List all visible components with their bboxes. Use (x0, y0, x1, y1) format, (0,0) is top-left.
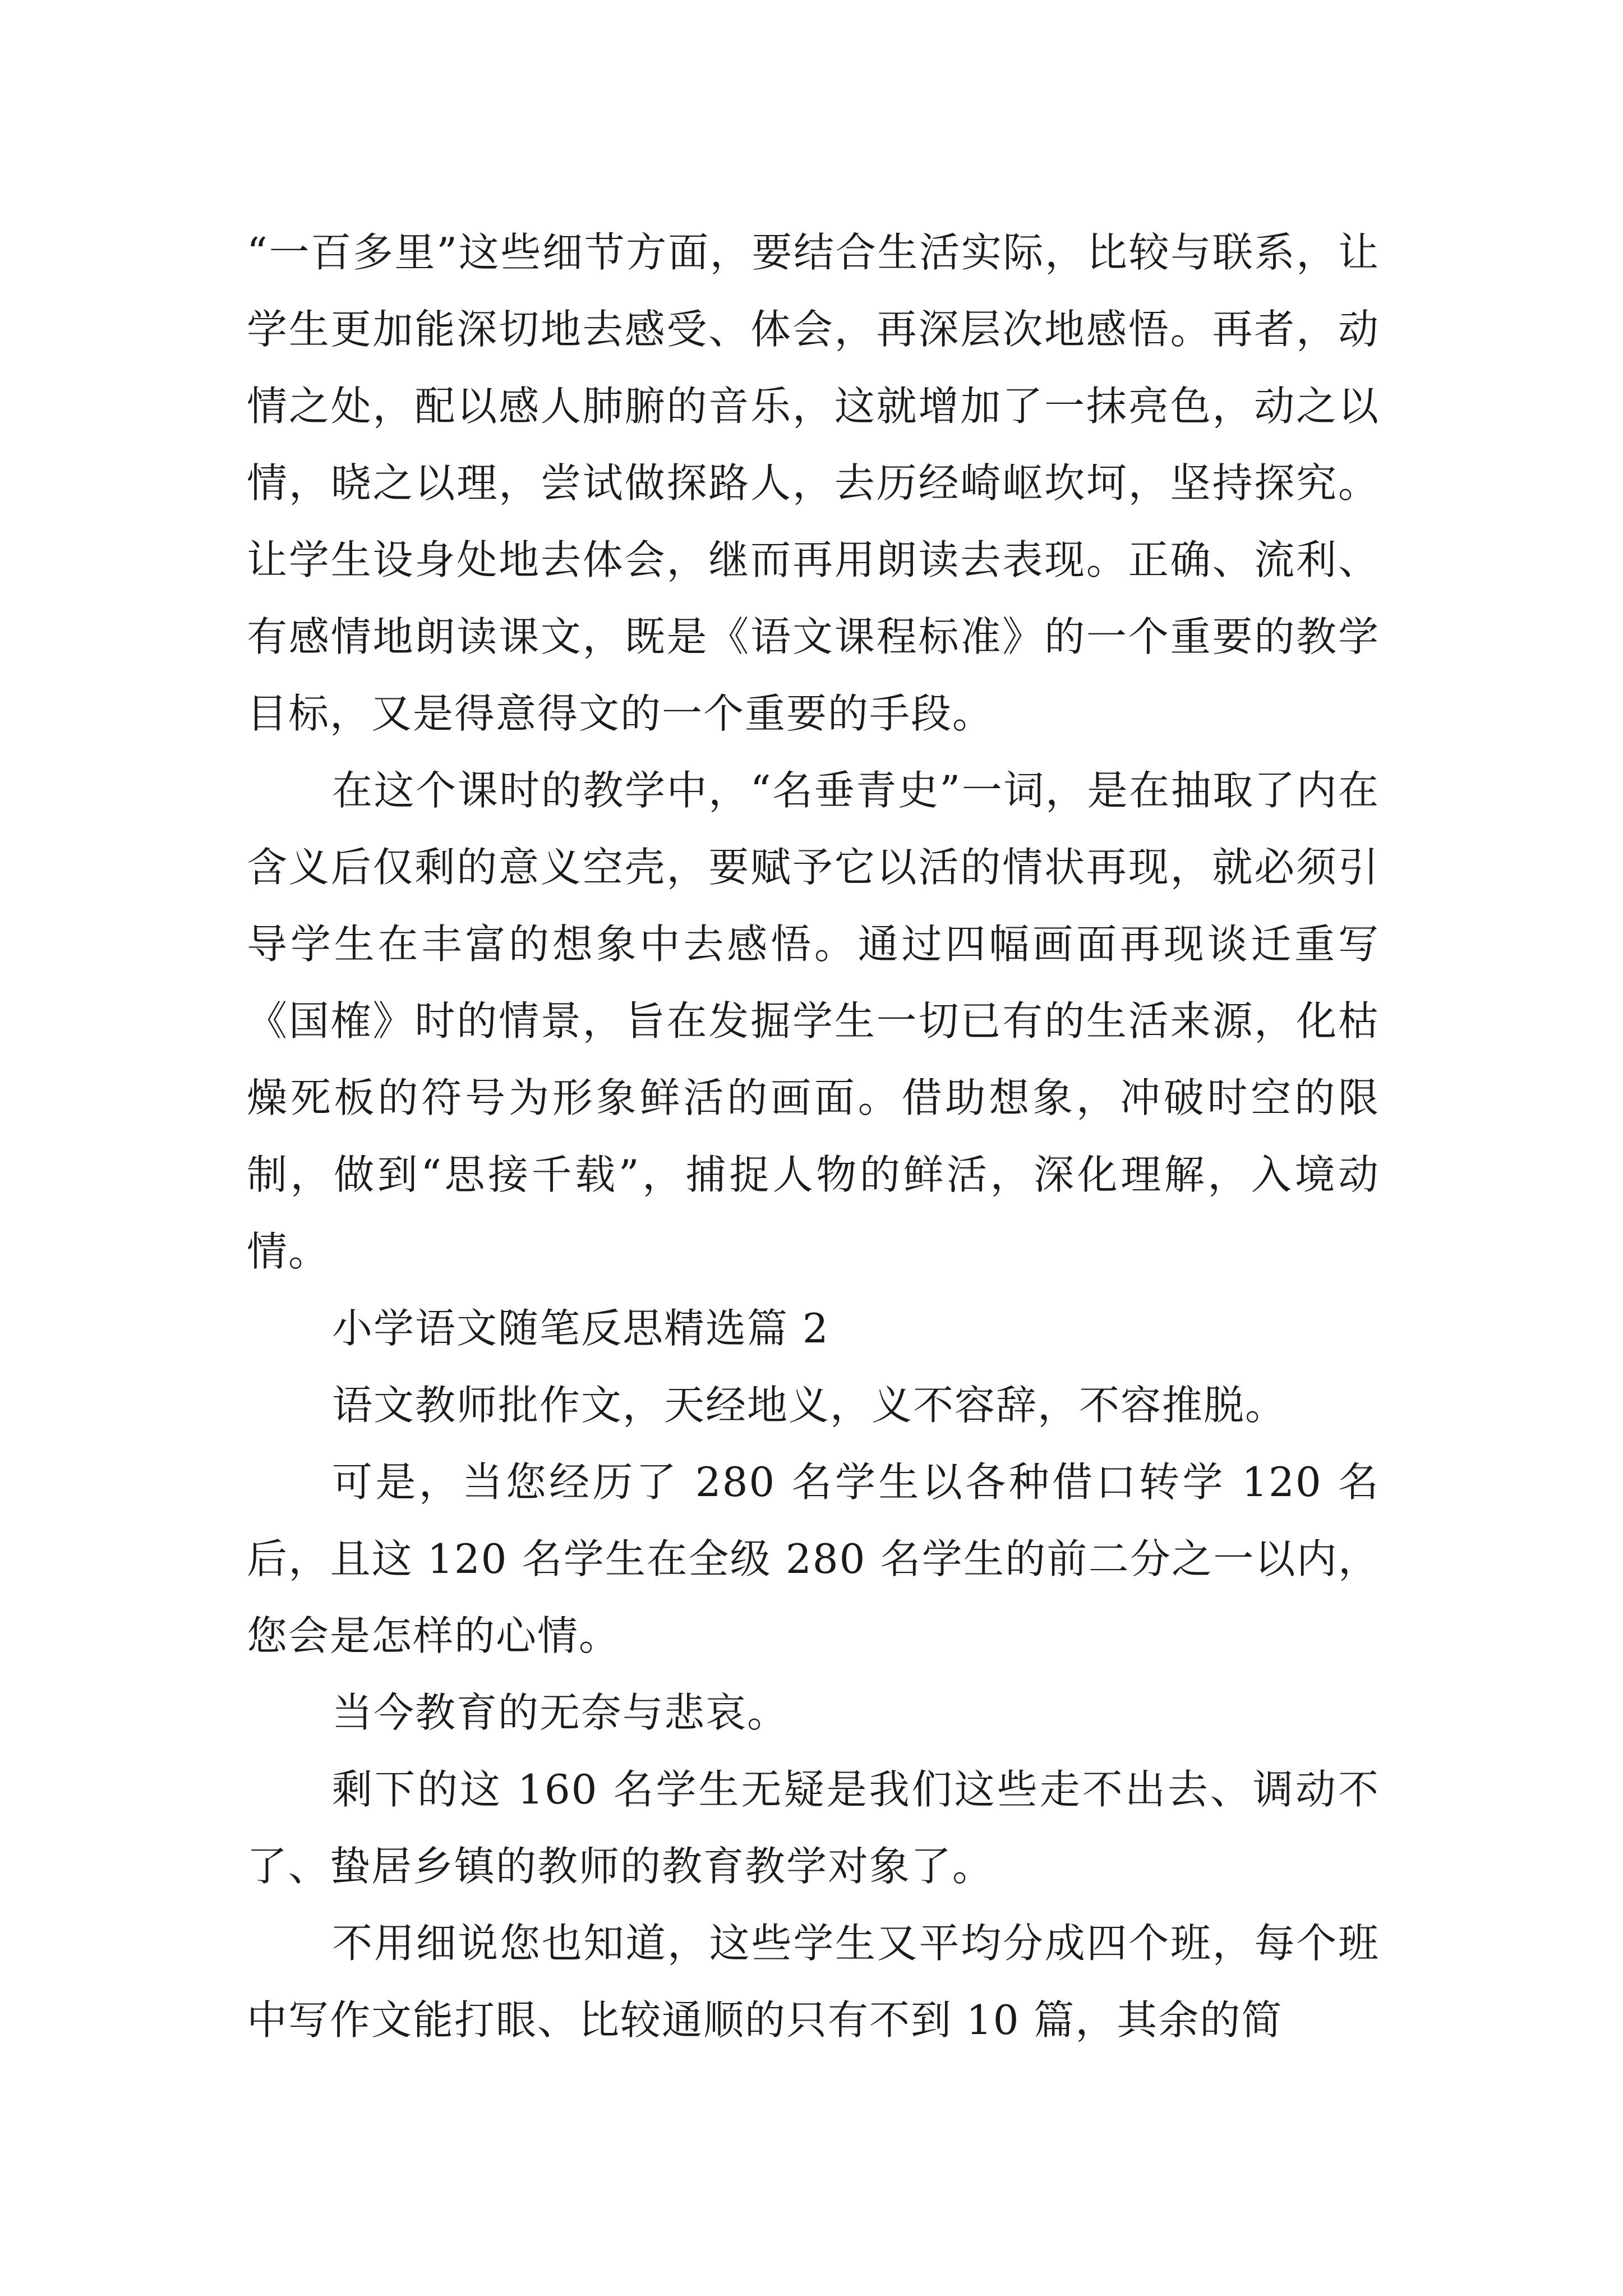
paragraph-4: 可是，当您经历了 280 名学生以各种借口转学 120 名后，且这 120 名学生在全级 280 名学生的前二分之一以内，您会是怎样的心情。 (247, 1458, 1380, 1659)
paragraph-7: 不用细说您也知道，这些学生又平均分成四个班，每个班中写作文能打眼、比较通顺的只有不到 10 篇，其余的简 (247, 1920, 1380, 2044)
section-heading: 小学语文随笔反思精选篇 2 (332, 1305, 829, 1352)
paragraph-2: 在这个课时的教学中，“名垂青史”一词，是在抽取了内在含义后仅剩的意义空壳，要赋予它以活的情状再现，就必须引导学生在丰富的想象中去感悟。通过四幅画面再现谈迁重写《国榷》时的情景，旨在发掘学生一切已有的生活来源，化枯燥死板的符号为形象鲜活的画面。借助想象，冲破时空的限制，做到“思接千载”，捕捉人物的鲜活，深化理解，入境动情。 (247, 767, 1380, 1275)
document-body (247, 214, 1380, 2059)
paragraph-6: 剩下的这 160 名学生无疑是我们这些走不出去、调动不了、蛰居乡镇的教师的教育教学对象了。 (247, 1766, 1380, 1890)
paragraph-3: 语文教师批作文，天经地义，义不容辞，不容推脱。 (332, 1382, 1287, 1429)
paragraph-1: “一百多里”这些细节方面，要结合生活实际，比较与联系，让学生更加能深切地去感受、体会，再深层次地感悟。再者，动情之处，配以感人肺腑的音乐，这就增加了一抹亮色，动之以情，晓之以理，尝试做探路人，去历经崎岖坎坷，坚持探究。让学生设身处地去体会，继而再用朗读去表现。正确、流利、有感情地朗读课文，既是《语文课程标准》的一个重要的教学目标，又是得意得文的一个重要的手段。 (247, 229, 1380, 737)
paragraph-5: 当今教育的无奈与悲哀。 (332, 1689, 789, 1736)
